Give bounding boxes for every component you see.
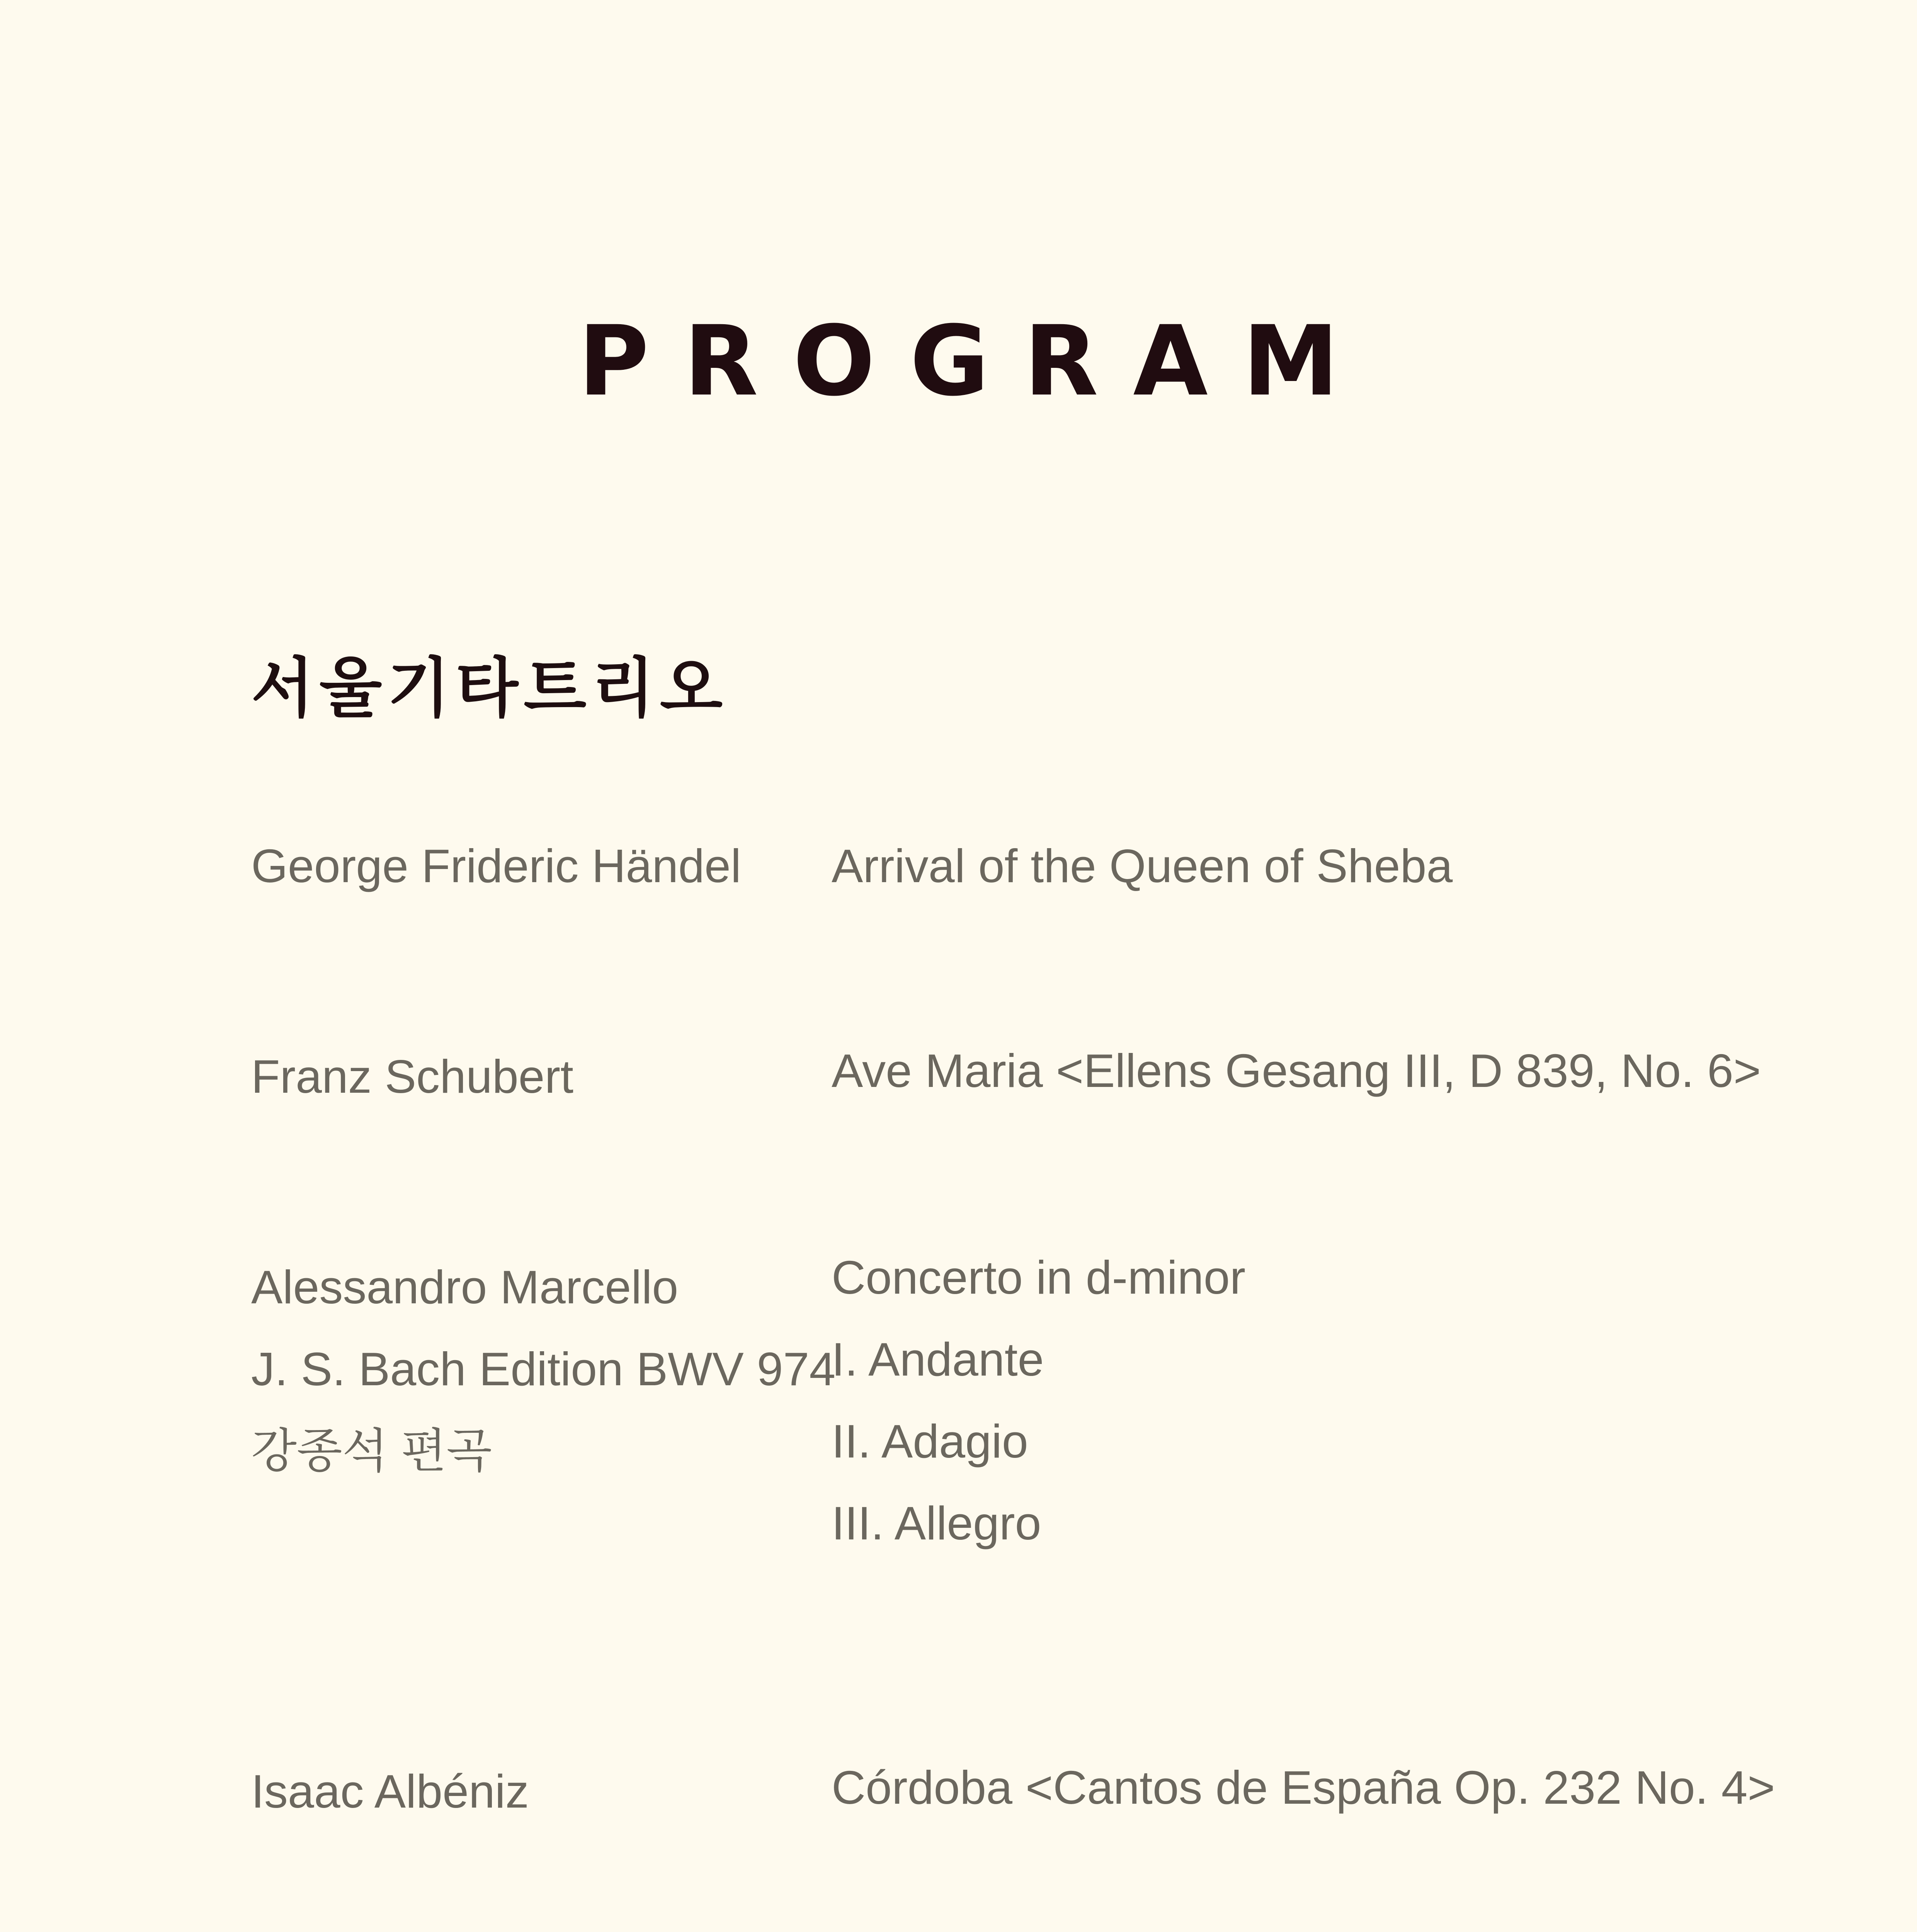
program-entry-2-work — [832, 1030, 1875, 1112]
arranger: 강종석 편곡 — [251, 1425, 492, 1477]
program-entry-3-composer — [251, 1246, 836, 1492]
program-entry-4-composer — [251, 1750, 811, 1832]
movement: II. Adagio — [832, 1415, 1028, 1468]
work-title: Arrival of the Queen of Sheba — [832, 840, 1453, 892]
work-title: Córdoba <Cantos de España Op. 232 No. 4> — [832, 1761, 1775, 1814]
composer-edition: J. S. Bach Edition BWV 974 — [251, 1343, 836, 1395]
program-entry-1-work — [832, 825, 1875, 907]
composer-name: Isaac Albéniz — [251, 1765, 529, 1818]
ensemble-name: 서울기타트리오 — [251, 650, 728, 726]
program-entry-1-composer — [251, 825, 811, 907]
page-title: PROGRAM — [578, 305, 1374, 417]
composer-name: George Frideric Händel — [251, 840, 742, 892]
program-entry-4-work — [832, 1747, 1875, 1828]
composer-name: Franz Schubert — [251, 1050, 574, 1103]
program-entry-2-composer — [251, 1036, 811, 1117]
work-title: Ave Maria <Ellens Gesang III, D 839, No. 6> — [832, 1044, 1761, 1097]
movement: III. Allegro — [832, 1497, 1041, 1549]
program-entry-3-work — [832, 1236, 1875, 1564]
composer-name: Alessandro Marcello — [251, 1261, 679, 1313]
movement: I. Andante — [832, 1333, 1044, 1386]
work-title: Concerto in d-minor — [832, 1251, 1246, 1304]
